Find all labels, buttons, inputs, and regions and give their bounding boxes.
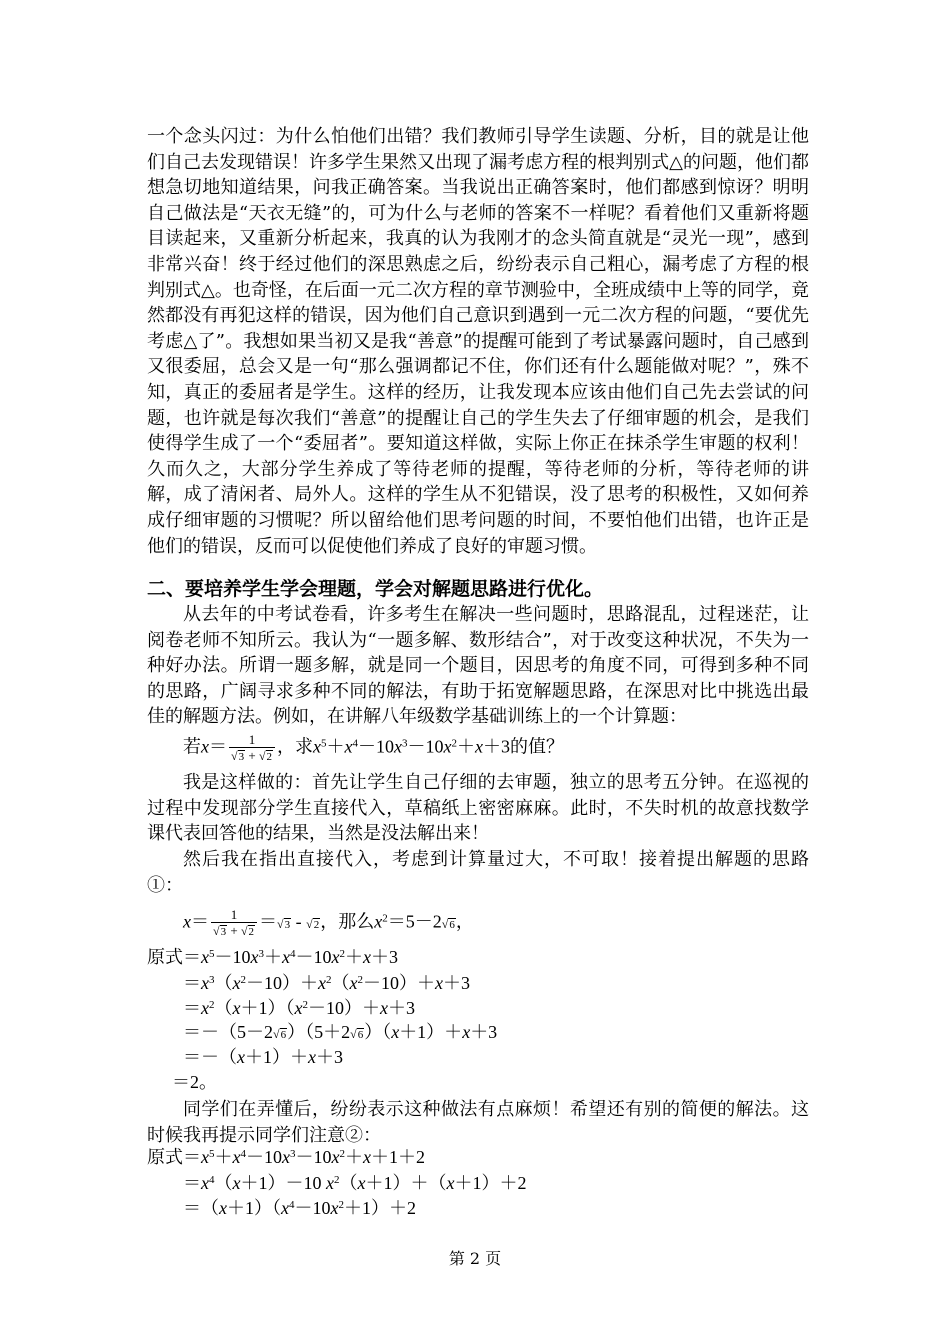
solution-1-step-4: ＝－（5－2√6）（5＋2√6）（x＋1）＋x＋3 [183, 1022, 498, 1042]
paragraph-idea-2: 同学们在弄懂后，纷纷表示这种做法有点麻烦！希望还有别的简便的解法。这时候我再提示同学们注意②： [147, 1099, 809, 1146]
solution-2-step-3: $=(x+1)(x^4-10x^2+1)+2$ [183, 1198, 416, 1218]
solution-2-step-1: 原式$=x^5+x^4-10x^3-10x^2+x+1+2$ [147, 1147, 425, 1167]
problem-statement: 若x＝ $\frac{1}{√3 + √2}$ ，求$x^5+x^4-10x^3-10x^2+x+3$的值？ [183, 732, 565, 763]
solution-1-substitution: x＝ $\frac{1}{√3 + √2}$ ＝√3 - √2，那么$x^2=5-2√6$， [183, 907, 474, 938]
paragraph-method: 我是这样做的：首先让学生自己仔细的去审题，独立的思考五分钟。在巡视的过程中发现部分学生直接代入，草稿纸上密密麻麻。此时，不失时机的故意找数学课代表回答他的结果，当然是没法解出来！ [147, 772, 809, 845]
paragraph-reflection: 一个念头闪过：为什么怕他们出错？我们教师引导学生读题、分析，目的就是让他们自己去发现错误！许多学生果然又出现了漏考虑方程的根判别式△的问题，他们都想急切地知道结果，问我正确答案。当我说出正确答案时，他们都感到惊讶？明明自己做法是“天衣无缝”的，可为什么与老师的答案不一样呢？看着他们又重新将题目读起来，又重新分析起来，我真的认为我刚才的念头简直就是“灵光一现”，感到非常兴奋！终于经过他们的深思熟虑之后，纷纷表示自己粗心，漏考虑了方程的根判别式△。也奇怪，在后面一元二次方程的章节测验中，全班成绩中上等的同学，竟然都没有再犯这样的错误，因为他们自己意识到遇到一元二次方程的问题，“要优先考虑△了”。我想如果当初又是我“善意”的提醒可能到了考试暴露问题时，自己感到又很委屈，总会又是一句“那么强调都记不住，你们还有什么题能做对呢？”，殊不知，真正的委屈者是学生。这样的经历，让我发现本应该由他们自己先去尝试的问题，也许就是每次我们“善意”的提醒让自己的学生失去了仔细审题的机会，是我们使得学生成了一个“委屈者”。要知道这样做，实际上你正在抹杀学生审题的权利！久而久之，大部分学生养成了等待老师的提醒，等待老师的分析，等待老师的讲解，成了清闲者、局外人。这样的学生从不犯错误，没了思考的积极性，又如何养成仔细审题的习惯呢？所以留给他们思考问题的时间，不要怕他们出错，也许正是他们的错误，反而可以促使他们养成了良好的审题习惯。 [147, 126, 809, 557]
fraction: $\frac{1}{√3 + √2}$ [229, 733, 275, 764]
paragraph-idea-1: 然后我在指出直接代入，考虑到计算量过大，不可取！接着提出解题的思路①： [147, 849, 809, 896]
solution-1-step-1: 原式$=x^5-10x^3+x^4-10x^2+x+3$ [147, 947, 398, 967]
paragraph-intro-example: 从去年的中考试卷看，许多考生在解决一些问题时，思路混乱，过程迷茫，让阅卷老师不知所云。我认为“一题多解、数形结合”，对于改变这种状况，不失为一种好办法。所谓一题多解，就是同一个题目，因思考的角度不同，可得到多种不同的思路，广阔寻求多种不同的解法，有助于拓宽解题思路，在深思对比中挑选出最佳的解题方法。例如，在讲解八年级数学基础训练上的一个计算题： [147, 604, 809, 728]
solution-1-result: ＝2。 [172, 1072, 217, 1092]
solution-1-step-3: $=x^2(x+1)(x^2-10)+x+3$ [183, 998, 415, 1018]
page-number: 第 2 页 [448, 1249, 502, 1268]
solution-2-step-2: $=x^4(x+1)-10$ $x^2(x+1)+(x+1)+2$ [183, 1173, 527, 1193]
solution-1-step-5: ＝－（x＋1）＋x＋3 [183, 1047, 343, 1067]
solution-1-step-2: $=x^3(x^2-10)+x^2(x^2-10)+x+3$ [183, 973, 470, 993]
section-heading-2: 二、要培养学生学会理题，学会对解题思路进行优化。 [147, 578, 604, 600]
